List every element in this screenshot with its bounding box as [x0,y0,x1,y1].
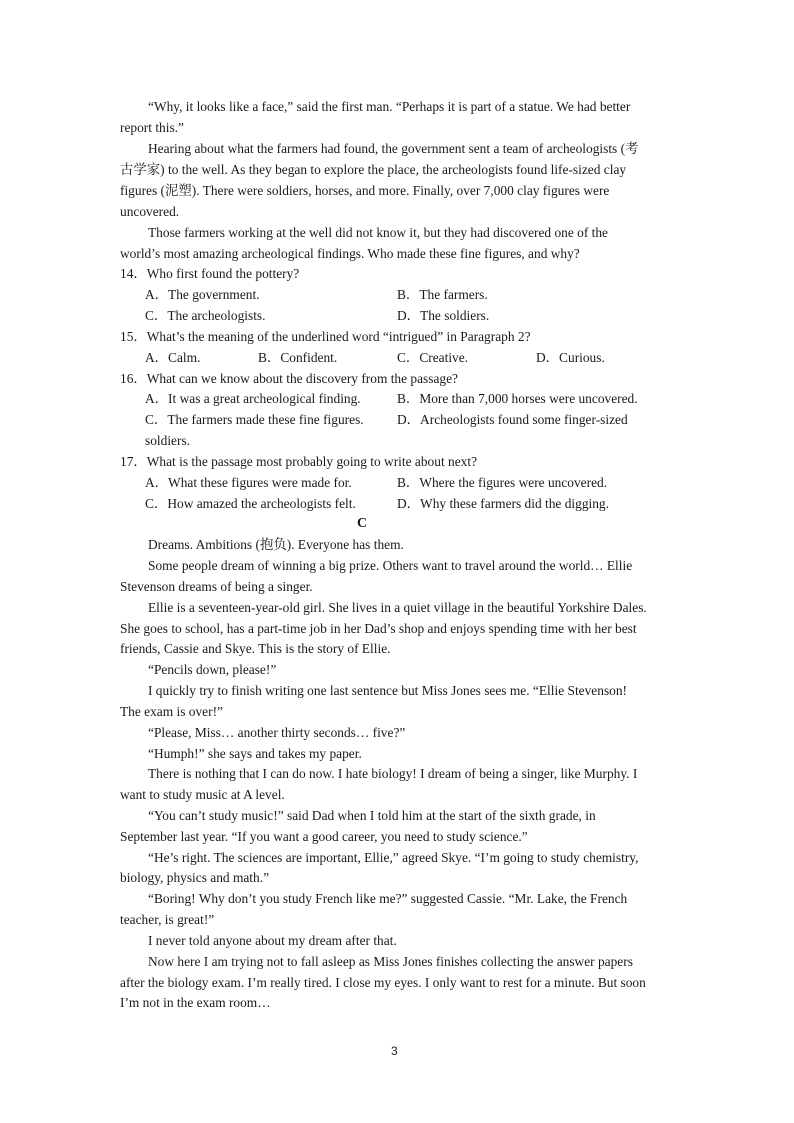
option-d[interactable]: D．Curious. [536,350,605,365]
paragraph-line: after the biology exam. I’m really tired. I close my eyes. I only want to rest for a minute. But soon [120,975,646,990]
paragraph-line: teacher, is great!” [120,912,215,927]
paragraph-line: report this.” [120,120,184,135]
option-a[interactable]: A．The government. [145,287,260,302]
option-c[interactable]: C．The archeologists. [145,308,266,323]
section-heading: C [357,516,368,531]
option-c[interactable]: C．Creative. [397,350,469,365]
option-a[interactable]: A．It was a great archeological finding. [145,391,361,406]
question-stem: 15．What’s the meaning of the underlined word “intrigued” in Paragraph 2? [120,329,531,344]
paragraph-line: “Please, Miss… another thirty seconds… five?” [148,725,406,740]
paragraph-line: friends, Cassie and Skye. This is the story of Ellie. [120,641,391,656]
paragraph-line: world’s most amazing archeological findings. Who made these fine figures, and why? [120,246,580,261]
paragraph-line: Now here I am trying not to fall asleep as Miss Jones finishes collecting the answer papers [148,954,633,969]
paragraph-line: Hearing about what the farmers had found, the government sent a team of archeologists (考 [148,141,639,156]
question-stem: 17．What is the passage most probably going to write about next? [120,454,478,469]
paragraph-line: Stevenson dreams of being a singer. [120,579,313,594]
paragraph-line: 古学家) to the well. As they began to explore the place, the archeologists found life-sized clay [120,162,627,177]
paragraph-line: There is nothing that I can do now. I hate biology! I dream of being a singer, like Murphy. I [148,766,638,781]
option-b[interactable]: B．Confident. [258,350,338,365]
question-stem: 16．What can we know about the discovery from the passage? [120,371,459,386]
paragraph-line: I’m not in the exam room… [120,995,271,1010]
option-d[interactable]: D．Why these farmers did the digging. [397,496,609,511]
paragraph-line: I never told anyone about my dream after that. [148,933,397,948]
option-d-continued: soldiers. [145,433,191,448]
paragraph-line: The exam is over!” [120,704,223,719]
option-d[interactable]: D．Archeologists found some finger-sized [397,412,628,427]
option-a[interactable]: A．What these figures were made for. [145,475,352,490]
paragraph-line: “Boring! Why don’t you study French like me?” suggested Cassie. “Mr. Lake, the French [148,891,628,906]
option-d[interactable]: D．The soldiers. [397,308,490,323]
paragraph-line: want to study music at A level. [120,787,285,802]
option-b[interactable]: B．More than 7,000 horses were uncovered. [397,391,638,406]
option-b[interactable]: B．Where the figures were uncovered. [397,475,608,490]
paragraph-line: “He’s right. The sciences are important, Ellie,” agreed Skye. “I’m going to study chemistry, [148,850,639,865]
paragraph-line: She goes to school, has a part-time job in her Dad’s shop and enjoys spending time with her best [120,621,637,636]
option-a[interactable]: A．Calm. [145,350,201,365]
paragraph-line: “Humph!” she says and takes my paper. [148,746,362,761]
question-stem: 14．Who first found the pottery? [120,266,300,281]
paragraph-line: uncovered. [120,204,180,219]
option-c[interactable]: C．The farmers made these fine figures. [145,412,364,427]
paragraph-line: “Pencils down, please!” [148,662,277,677]
paragraph-line: Dreams. Ambitions (抱负). Everyone has them. [148,537,404,552]
paragraph-line: “You can’t study music!” said Dad when I told him at the start of the sixth grade, in [148,808,596,823]
option-c[interactable]: C．How amazed the archeologists felt. [145,496,356,511]
page-number: 3 [391,1044,398,1058]
paragraph-line: biology, physics and math.” [120,870,270,885]
paragraph-line: I quickly try to finish writing one last sentence but Miss Jones sees me. “Ellie Stevenson! [148,683,628,698]
paragraph-line: Some people dream of winning a big prize. Others want to travel around the world… Ellie [148,558,633,573]
option-b[interactable]: B．The farmers. [397,287,488,302]
paragraph-line: September last year. “If you want a good career, you need to study science.” [120,829,528,844]
paragraph-line: Those farmers working at the well did not know it, but they had discovered one of the [148,225,609,240]
paragraph-line: figures (泥塑). There were soldiers, horses, and more. Finally, over 7,000 clay figures were [120,183,610,198]
paragraph-line: Ellie is a seventeen-year-old girl. She lives in a quiet village in the beautiful Yorkshire Dales. [148,600,647,615]
paragraph-line: “Why, it looks like a face,” said the first man. “Perhaps it is part of a statue. We had better [148,99,631,114]
